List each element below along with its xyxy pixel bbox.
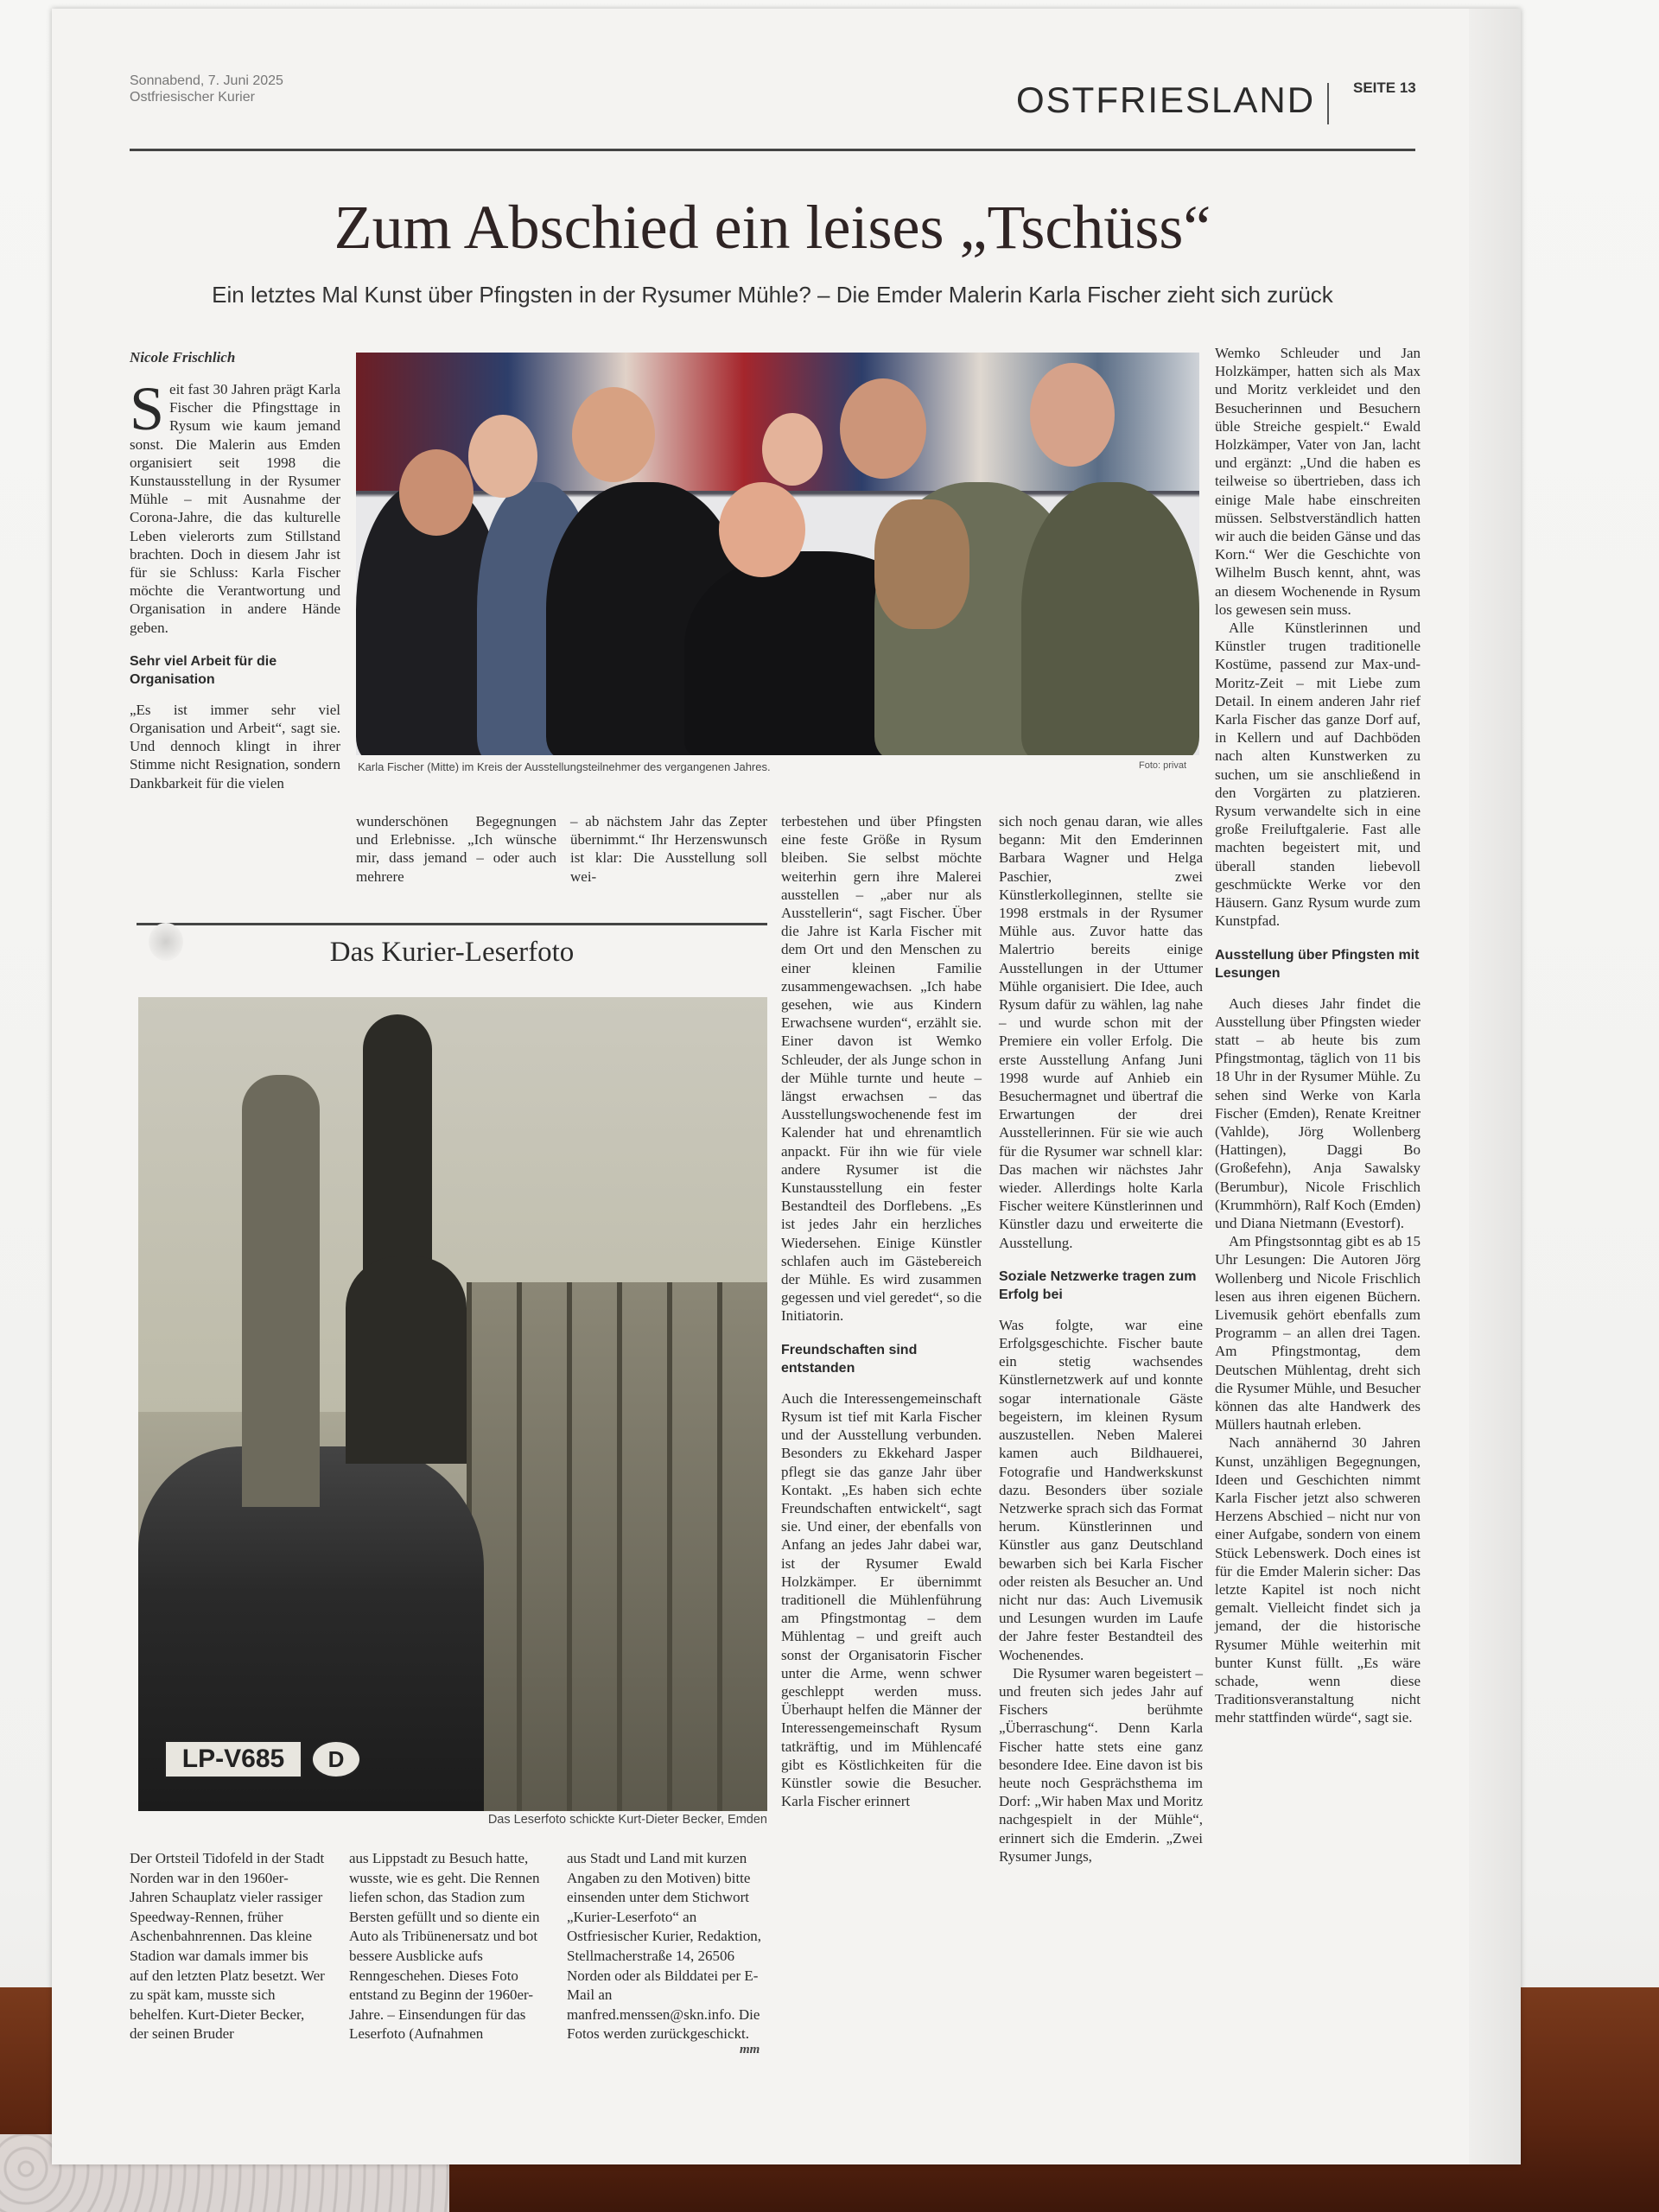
article-intro: eit fast 30 Jahren prägt Karla Fischer die Pfingsttage in Rysum wie kaum jemand sonst. Die Malerin aus Emden organisiert seit 1998 die Kunstausstellung in der Rysumer Mühle – mit Ausnahme der Corona-Jahre, die das kulturelle Leben vielerorts zum Stillstand brachten. Doch in diesem Jahr ist für sie Schluss: Karla Fischer möchte die Verantwortung und Organisation in andere Hände geben. — [130, 381, 340, 636]
article-subhead: Soziale Netzwerke tragen zum Erfolg bei — [999, 1268, 1197, 1302]
leserfoto-rule — [137, 923, 767, 925]
person-figure — [242, 1075, 320, 1507]
article-paragraph: Wemko Schleuder und Jan Holzkämper, hatten sich als Max und Moritz verkleidet und den Besucherinnen und Besuchern üble Streiche gespielt.“ Ewald Holzkämper, Vater von Jan, lacht und ergänzt: „Und die haben es teilweise so übertrieben, dass ich einige Male habe einschreiten müssen. Selbstverständlich hatten wir auch die beiden Gänse und das Korn.“ Wer die Geschichte von Wilhelm Busch kennt, ahnt, was an diesem Wochenende in Rysum los gewesen sein muss. — [1215, 345, 1421, 618]
article-column-5 — [999, 812, 1203, 1866]
drop-cap: S — [130, 374, 165, 443]
leserfoto-text-1: Der Ortsteil Tidofeld in der Stadt Norden war in den 1960er-Jahren Schauplatz vieler rassiger Speedway-Rennen, früher Aschenbahnrennen. Das kleine Stadion war damals immer bis auf den letzten Platz besetzt. Wer zu spät kam, musste sich behelfen. Kurt-Dieter Becker, der seinen Bruder — [130, 1850, 325, 2043]
person-head — [719, 482, 805, 577]
person-head — [762, 413, 823, 486]
section-title: OSTFRIESLAND — [1016, 79, 1316, 120]
leserfoto-photo — [138, 997, 767, 1811]
person-head — [1030, 363, 1115, 467]
article-headline: Zum Abschied ein leises „Tschüss“ — [334, 193, 1211, 262]
article-subheadline: Ein letztes Mal Kunst über Pfingsten in der Rysumer Mühle? – Die Emder Malerin Karla Fischer zieht sich zurück — [212, 282, 1333, 308]
leserfoto-signature: mm — [740, 2043, 760, 2056]
person-head — [572, 387, 655, 482]
issue-date-line: Sonnabend, 7. Juni 2025 — [130, 73, 283, 88]
article-column-4 — [781, 812, 982, 1810]
article-paragraph: terbestehen und über Pfingsten eine feste Größe in Rysum bleiben. Sie selbst möchte weiterhin gern ihre Malerei ausstellen – „aber nur als Ausstellerin“, sagt Fischer. Über die Jahre ist Karla Fischer mit dem Ort und den Menschen zu einer kleinen Familie zusammengewachsen. „Ich habe gesehen, wie aus Kindern Erwachsene wurden“, erzählt sie. Einer davon ist Wemko Schleuder, der als Junge schon in der Mühle turnte und heute – längst erwachsen – das Ausstellungswochenende fest im Kalender hat und ehrenamtlich anpackt. Für ihn wie für viele andere Rysumer ist die Kunstausstellung ein fester Bestandteil des Dorflebens. „Es ist jedes Jahr ein herzliches Wiedersehen. Einige Künstler schlafen auch im Gästebereich der Mühle. Es wird zusammen gegessen und viel geredet“, so die Initiatorin. — [781, 813, 982, 1325]
header-separator — [1327, 83, 1329, 124]
article-paragraph: sich noch genau daran, wie alles begann: Mit den Emderinnen Barbara Wagner und Helga Paschier, zwei Künstlerkolleginnen, stellte sie 1998 erstmals in der Rysumer Mühle aus. Zuvor hatte das Malertrio bereits einige Ausstellungen in der Uttumer Mühle organisiert. Die Idee, auch Rysum dafür zu wählen, lag nahe – und wurde schon mit der Premiere ein voller Erfolg. Die erste Ausstellung Anfang Juni 1998 wurde auf Anhieb ein Besuchermagnet und übertraf die Erwartungen der drei Ausstellerinnen. Für sie wie auch für die Rysumer war schnell klar: Das machen wir nächstes Jahr wieder. Allerdings holte Karla Fischer weitere Künstlerinnen und Künstler dazu und erweiterte die Ausstellung. — [999, 813, 1203, 1251]
article-paragraph: Auch dieses Jahr findet die Ausstellung über Pfingsten wieder statt – ab heute bis zum Pfingstmontag, täglich von 11 bis 18 Uhr in der Rysumer Mühle. Zu sehen sind Werke von Karla Fischer (Emden), Renate Kreitner (Vahlde), Jörg Wollenberg (Hattingen), Daggi Bo (Großefehn), Anja Sawalsky (Berumbur), Nicole Frischlich (Krummhörn), Ralf Koch (Emden) und Diana Nietmann (Evestorf). — [1215, 995, 1421, 1231]
article-paragraph: Alle Künstlerinnen und Künstler trugen traditionelle Kostüme, passend zur Max-und-Moritz-Zeit – mit Liebe zum Detail. In einem anderen Jahr rief Karla Fischer das ganze Dorf auf, in Kellern und auf Dachböden nach alten Kunstwerken zu suchen, um sie anschließend in den Vorgärten zu platzieren. Rysum verwandelte sich in eine große Freiluftgalerie. Fast alle machten begeistert mit, und überall standen liebevoll geschmückte Werke vor den Häusern. Ganz Rysum wurde zum Kunstpfad. — [1215, 620, 1421, 930]
person-head — [468, 415, 537, 498]
leserfoto-caption: Das Leserfoto schickte Kurt-Dieter Becker, Emden — [487, 1813, 767, 1827]
article-paragraph: wunderschönen Begegnungen und Erlebnisse. „Ich wünsche mir, dass jemand – oder auch mehrere — [356, 813, 556, 885]
leserfoto-text-3: aus Stadt und Land mit kurzen Angaben zu den Motiven) bitte einsenden unter dem Stichwort „Kurier-Leserfoto“ an Ostfriesischer Kurier, Redaktion, Stellmacherstraße 14, 26506 Norden oder als Bilddatei per E-Mail an manfred.menssen@skn.info. Die Fotos werden zurückgeschickt. — [567, 1850, 761, 2043]
article-paragraph: Am Pfingstsonntag gibt es ab 15 Uhr Lesungen: Die Autoren Jörg Wollenberg und Nicole Frischlich lesen aus ihren eigenen Büchern. Livemusik gehört ebenfalls zum Programm – an allen drei Tagen. Am Pfingstmontag, dem Deutschen Mühlentag, dreht sich die Rysumer Mühle, und Besucher können das alte Handwerk des Müllers hautnah erleben. — [1215, 1233, 1421, 1433]
article-column-3 — [570, 812, 767, 886]
license-plate: LP-V685 — [164, 1740, 302, 1778]
article-author: Nicole Frischlich — [130, 349, 236, 365]
article-subhead: Ausstellung über Pfingsten mit Lesungen — [1215, 947, 1420, 981]
article-subhead: Freundschaften sind entstanden — [781, 1342, 918, 1376]
photo-fence — [467, 1282, 767, 1811]
article-paragraph: „Es ist immer sehr viel Organisation und Arbeit“, sagt sie. Und dennoch klingt in ihrer Stimme nicht Resignation, sondern Dankbarkeit für die vielen — [130, 701, 340, 791]
photo-caption: Karla Fischer (Mitte) im Kreis der Ausstellungsteilnehmer des vergangenen Jahres. — [358, 760, 771, 773]
article-photo-group — [356, 353, 1199, 755]
article-column-2 — [356, 812, 556, 886]
leserfoto-title: Das Kurier-Leserfoto — [329, 937, 575, 968]
person-head — [840, 378, 926, 479]
paper-name: Ostfriesischer Kurier — [130, 90, 255, 105]
article-paragraph: – ab nächstem Jahr das Zepter übernimmt.“ Ihr Herzenswunsch ist klar: Die Ausstellung soll wei- — [570, 813, 767, 885]
paper-fold-edge — [1469, 9, 1521, 2164]
dog-figure — [874, 499, 969, 629]
header-rule — [130, 149, 1415, 151]
person-figure — [1021, 482, 1199, 755]
article-paragraph: Nach annähernd 30 Jahren Kunst, unzähligen Begegnungen, Ideen und Geschichten nimmt Karla Fischer jetzt also schweren Herzens Abschied – nicht nur von einer Aufgabe, sondern von einem Stück Lebenswerk. Doch eines ist für die Emder Malerin sicher: Das letzte Kapitel ist noch nicht gemalt. Vielleicht findet sich ja jemand, der die historische Rysumer Mühle weiterhin mit bunter Kunst füllt. „Es wäre schade, wenn diese Traditionsveranstaltung nicht mehr stattfinden würde“, sagt sie. — [1215, 1434, 1421, 1726]
article-column-6 — [1215, 344, 1421, 1727]
issue-date — [130, 73, 283, 105]
article-column-1 — [130, 374, 340, 792]
person-figure — [346, 1256, 467, 1464]
article-paragraph: Was folgte, war eine Erfolgsgeschichte. Fischer baute ein stetig wachsendes Künstlernetzwerk auf und konnte sogar internationale Gäste begeistern, im kleinen Rysum auszustellen. Neben Malerei kamen auch Bildhauerei, Fotografie und Handwerkskunst dazu. Besonders über soziale Netzwerke sprach sich das Format herum. Künstlerinnen und Künstler aus ganz Deutschland bewarben sich bei Karla Fischer oder reisten als Besucher an. Und nicht nur das: Auch Livemusik und Lesungen wurden im Laufe der Jahre fester Bestandteil des Wochenendes. — [999, 1316, 1203, 1663]
article-subhead: Sehr viel Arbeit für die Organisation — [130, 653, 277, 687]
country-plate: D — [311, 1740, 361, 1778]
leserfoto-text-2: aus Lippstadt zu Besuch hatte, wusste, wie es geht. Die Rennen liefen schon, das Stadion zum Bersten gefüllt und so diente ein Auto als Tribünenersatz und bot bessere Ausblicke aufs Renngeschehen. Dieses Foto entstand zu Beginn der 1960er-Jahre. – Einsendungen für das Leserfoto (Aufnahmen — [349, 1850, 540, 2043]
person-head — [399, 449, 474, 536]
article-paragraph: Auch die Interessengemeinschaft Rysum ist tief mit Karla Fischer und der Ausstellung verbunden. Besonders zu Ekkehard Jasper pflegt sie das ganze Jahr über Kontakt. „Es haben sich echte Freundschaften entwickelt“, sagt sie. Und einer, der ebenfalls von Anfang an jedes Jahr dabei war, ist der Rysumer Ewald Holzkämper. Er übernimmt traditionell die Mühlenführung am Pfingstmontag – dem Mühlentag – und greift auch sonst der Organisatorin Fischer unter die Arme, wenn schwer geschleppt werden muss. Überhaupt helfen die Männer der Interessengemeinschaft Rysum tatkräftig, und im Mühlencafé gibt es Köstlichkeiten für die Künstler sowie die Besucher. Karla Fischer erinnert — [781, 1389, 982, 1810]
article-paragraph: Die Rysumer waren begeistert – und freuten sich jedes Jahr auf Fischers berühmte „Überraschung“. Denn Karla Fischer hatte stets eine ganz besondere Idee. Eine davon ist bis heute noch Gesprächsthema im Dorf: „Wir haben Max und Moritz nachgespielt in der Mühle“, erinnert sich die Emderin. „Zwei Rysumer Jungs, — [999, 1664, 1203, 1865]
page-number: SEITE 13 — [1353, 79, 1416, 96]
photo-credit: Foto: privat — [1139, 760, 1187, 771]
